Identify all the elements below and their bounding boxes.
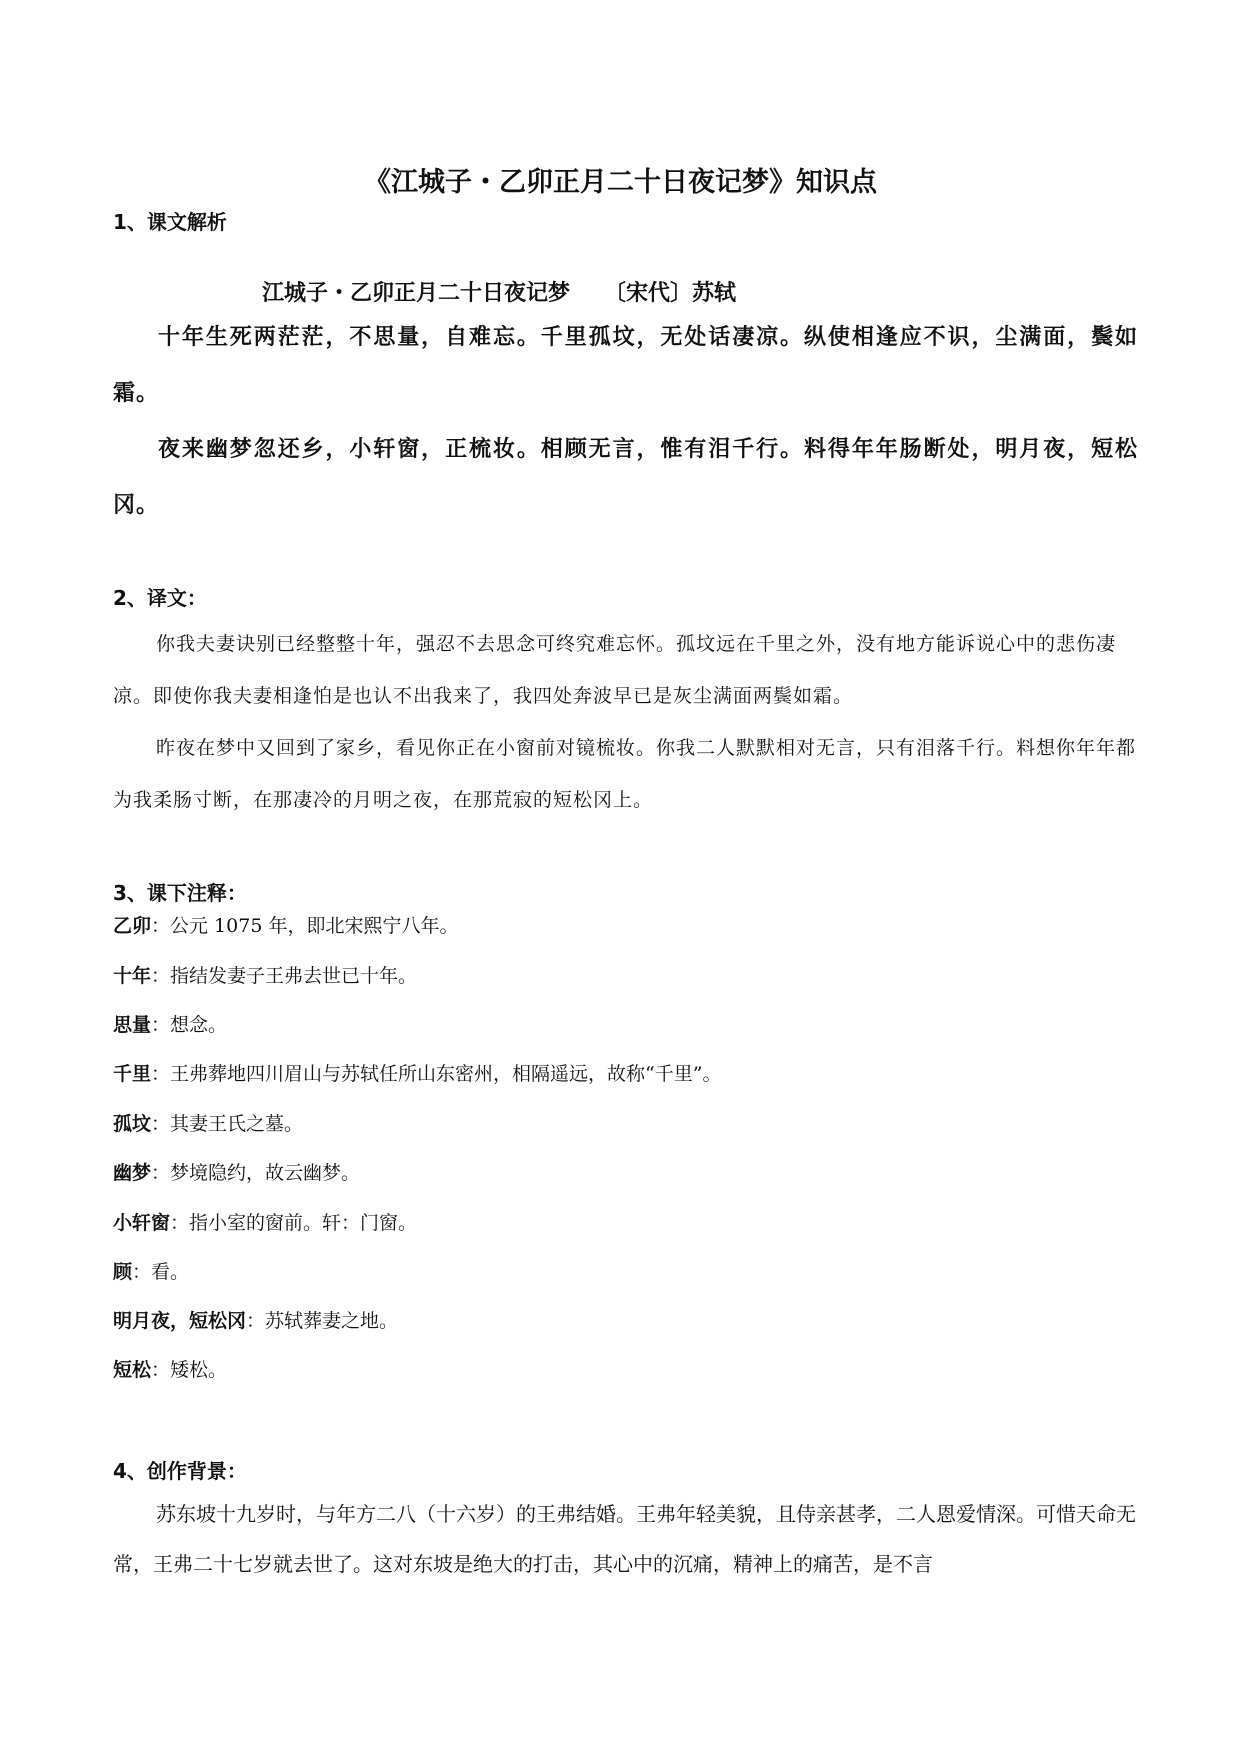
note-desc: ：苏轼葬妻之地。 — [246, 1310, 399, 1332]
note-term: 思量 — [113, 1014, 152, 1036]
note-desc: ：王弗葬地四川眉山与苏轼任所山东密州，相隔遥远，故称“千里”。 — [151, 1063, 722, 1085]
note-desc: ：梦境隐约，故云幽梦。 — [151, 1162, 361, 1184]
note-desc: ：其妻王氏之墓。 — [151, 1113, 304, 1135]
note-item — [113, 1258, 189, 1286]
section-heading-background: 4、创作背景： — [113, 1459, 247, 1483]
section-heading-notes: 3、课下注释： — [113, 881, 247, 905]
section-heading-text-analysis: 1、课文解析 — [113, 210, 227, 234]
background-paragraph: 苏东坡十九岁时，与年方二八（十六岁）的王弗结婚。王弗年轻美貌，且侍亲甚孝，二人恩爱情深。可惜天命无常，王弗二十七岁就去世了。这对东坡是绝大的打击，其心中的沉痛，精神上的痛苦，是不言 — [113, 1504, 1136, 1576]
note-term: 明月夜，短松冈 — [113, 1310, 247, 1332]
translation-paragraph-2: 昨夜在梦中又回到了家乡，看见你正在小窗前对镜梳妆。你我二人默默相对无言，只有泪落千行。料想你年年都为我柔肠寸断，在那凄冷的月明之夜，在那荒寂的短松冈上。 — [113, 737, 1137, 811]
note-item — [113, 912, 458, 940]
section-heading-translation: 2、译文： — [113, 586, 207, 610]
note-item — [113, 1307, 398, 1335]
note-desc: ：指小室的窗前。轩：门窗。 — [170, 1212, 418, 1234]
poem-stanza-1: 十年生死两茫茫，不思量，自难忘。千里孤坟，无处话凄凉。纵使相逢应不识，尘满面，鬓如霜。 — [113, 325, 1138, 406]
poem-stanza-2: 夜来幽梦忽还乡，小轩窗，正梳妆。相顾无言，惟有泪千行。料得年年肠断处，明月夜，短松冈。 — [113, 437, 1138, 518]
document-title: 《江城子・乙卯正月二十日夜记梦》知识点 — [364, 167, 877, 198]
note-item — [113, 1356, 227, 1384]
note-term: 孤坟 — [113, 1113, 152, 1135]
note-term: 短松 — [113, 1359, 152, 1381]
note-term: 顾 — [113, 1261, 133, 1283]
poem-title: 江城子・乙卯正月二十日夜记梦 — [262, 281, 571, 306]
note-term: 小轩窗 — [113, 1212, 171, 1234]
poem-heading — [262, 276, 736, 307]
poem-author: 〔宋代〕苏轼 — [604, 281, 737, 306]
note-item — [113, 1159, 360, 1187]
note-term: 幽梦 — [113, 1162, 152, 1184]
note-term: 十年 — [113, 965, 152, 987]
note-desc: ：公元 1075 年，即北宋熙宁八年。 — [151, 915, 459, 937]
note-item — [113, 1110, 303, 1138]
note-desc: ：看。 — [132, 1261, 190, 1283]
note-desc: ：矮松。 — [151, 1359, 228, 1381]
note-desc: ：想念。 — [151, 1014, 228, 1036]
note-item — [113, 1060, 721, 1088]
note-term: 乙卯 — [113, 915, 152, 937]
note-item — [113, 1011, 227, 1039]
note-item — [113, 962, 417, 990]
note-item — [113, 1209, 417, 1237]
note-term: 千里 — [113, 1063, 152, 1085]
translation-paragraph-1: 你我夫妻诀别已经整整十年，强忍不去思念可终究难忘怀。孤坟远在千里之外，没有地方能诉说心中的悲伤凄凉。即使你我夫妻相逢怕是也认不出我来了，我四处奔波早已是灰尘满面两鬓如霜。 — [113, 633, 1117, 707]
note-desc: ：指结发妻子王弗去世已十年。 — [151, 965, 418, 987]
